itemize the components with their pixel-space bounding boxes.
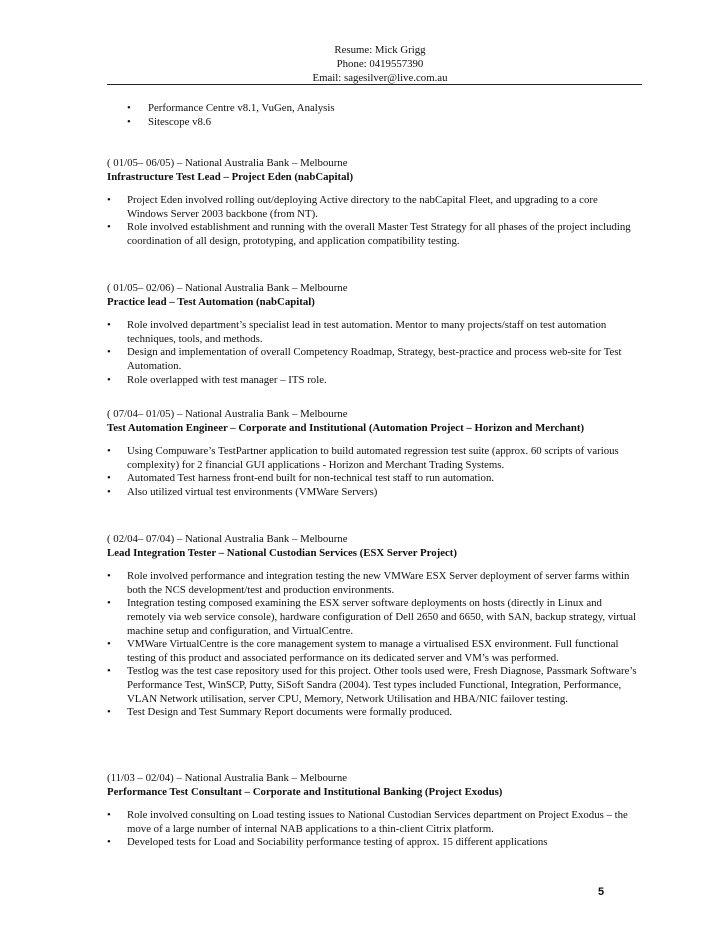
email-line: Email: sagesilver@live.com.au bbox=[312, 72, 448, 84]
bullet-icon: • bbox=[107, 445, 111, 458]
bullet-icon: • bbox=[107, 221, 111, 234]
bullet-icon: • bbox=[107, 194, 111, 207]
job-bullets bbox=[107, 809, 637, 850]
bullet-icon: • bbox=[107, 570, 111, 583]
page-number: 5 bbox=[598, 886, 605, 898]
job-title: Performance Test Consultant – Corporate and Institutional Banking (Project Exodus) bbox=[107, 785, 503, 798]
header-divider bbox=[107, 84, 642, 85]
bullet-icon: • bbox=[107, 809, 111, 822]
list-item: • Role involved department’s specialist lead in test automation. Mentor to many projects/staff on test automation techniques, tools, and methods. bbox=[107, 319, 607, 345]
bullet-icon: • bbox=[107, 597, 111, 610]
bullet-icon: • bbox=[107, 836, 111, 849]
list-item: • Testlog was the test case repository used for this project. Other tools used were, Fresh Diagnose, Passmark Software’s Performance Test, WinSCP, Putty, SiSoft Sandra (2004). Test types included Functional, Integration, Performance, VLAN Network utilisation, server CPU, Memory, Network Utilisation and HBA/NIC failover testing. bbox=[107, 665, 637, 705]
job-title: Test Automation Engineer – Corporate and Institutional (Automation Project – Horizon and Merchant) bbox=[107, 421, 585, 434]
list-item: • Role involved consulting on Load testing issues to National Custodian Services department on Project Exodus – the move of a large number of internal NAB applications to a thin-client Citrix platform. bbox=[107, 809, 628, 835]
bullet-icon: • bbox=[107, 346, 111, 359]
job-date: ( 07/04– 01/05) – National Australia Bank – Melbourne bbox=[107, 408, 348, 420]
job-bullets bbox=[107, 194, 637, 248]
list-item: • Sitescope v8.6 bbox=[127, 116, 211, 129]
resume-header bbox=[0, 44, 728, 86]
list-item: • Test Design and Test Summary Report documents were formally produced. bbox=[107, 706, 453, 719]
job-section bbox=[107, 408, 637, 500]
bullet-icon: • bbox=[107, 472, 111, 485]
job-section bbox=[107, 533, 637, 720]
list-item: • Integration testing composed examining the ESX server software deployments on hosts (directly in Linux and remotely via web service console), hardware configuration of Dell 2650 and 6650, with SAN, backup strategy, virtual machine setup and configuration, and VirtualCentre. bbox=[107, 597, 637, 637]
job-date: (11/03 – 02/04) – National Australia Bank – Melbourne bbox=[107, 772, 348, 784]
list-item: • Using Compuware’s TestPartner application to build automated regression test suite (approx. 60 scripts of various complexity) for 2 financial GUI applications - Horizon and Merchant Trading Systems. bbox=[107, 445, 619, 471]
job-date: ( 02/04– 07/04) – National Australia Bank – Melbourne bbox=[107, 533, 348, 545]
list-item: • Project Eden involved rolling out/deploying Active directory to the nabCapital Fleet, and upgrading to a core Windows Server 2003 backbone (from NT). bbox=[107, 194, 598, 220]
job-bullets bbox=[107, 445, 637, 499]
list-item: • Also utilized virtual test environments (VMWare Servers) bbox=[107, 485, 378, 498]
job-title: Practice lead – Test Automation (nabCapital) bbox=[107, 295, 315, 308]
job-section bbox=[107, 772, 637, 850]
list-item: • Role involved performance and integration testing the new VMWare ESX Server deployment of server farms within both the NCS development/test and production environments. bbox=[107, 570, 630, 596]
job-section bbox=[107, 282, 637, 387]
bullet-icon: • bbox=[107, 485, 111, 498]
list-item: • Role involved establishment and running with the overall Master Test Strategy for all phases of the project including coordination of all design, prototyping, and application compatibility testing. bbox=[107, 221, 631, 247]
list-item: • Role overlapped with test manager – ITS role. bbox=[107, 373, 327, 386]
job-bullets bbox=[107, 570, 637, 720]
list-item: • Performance Centre v8.1, VuGen, Analysis bbox=[127, 102, 335, 114]
phone-line: Phone: 0419557390 bbox=[336, 58, 424, 70]
bullet-icon: • bbox=[107, 638, 111, 651]
bullet-icon: • bbox=[107, 319, 111, 332]
bullet-icon: • bbox=[107, 706, 111, 719]
top-bullet-list bbox=[107, 102, 627, 131]
job-date: ( 01/05– 06/05) – National Australia Bank – Melbourne bbox=[107, 157, 348, 169]
list-item: • VMWare VirtualCentre is the core management system to manage a virtualised ESX environment. Full functional testing of this product and associated performance on its dedicated server and VM’s was performed. bbox=[107, 638, 619, 664]
bullet-icon: • bbox=[107, 665, 111, 678]
job-section bbox=[107, 157, 637, 249]
list-item: • Automated Test harness front-end built for non-technical test staff to run automation. bbox=[107, 472, 495, 485]
bullet-icon: • bbox=[107, 373, 111, 386]
job-date: ( 01/05– 02/06) – National Australia Bank – Melbourne bbox=[107, 282, 348, 294]
job-title: Infrastructure Test Lead – Project Eden (nabCapital) bbox=[107, 170, 354, 183]
list-item: • Design and implementation of overall Competency Roadmap, Strategy, best-practice and process web-site for Test Automation. bbox=[107, 346, 622, 372]
list-item: • Developed tests for Load and Sociability performance testing of approx. 15 different applications bbox=[107, 836, 548, 849]
resume-name-line: Resume: Mick Grigg bbox=[334, 44, 426, 56]
job-title: Lead Integration Tester – National Custodian Services (ESX Server Project) bbox=[107, 546, 457, 559]
bullet-icon: • bbox=[127, 102, 131, 114]
bullet-icon: • bbox=[127, 116, 131, 129]
job-bullets bbox=[107, 319, 637, 387]
